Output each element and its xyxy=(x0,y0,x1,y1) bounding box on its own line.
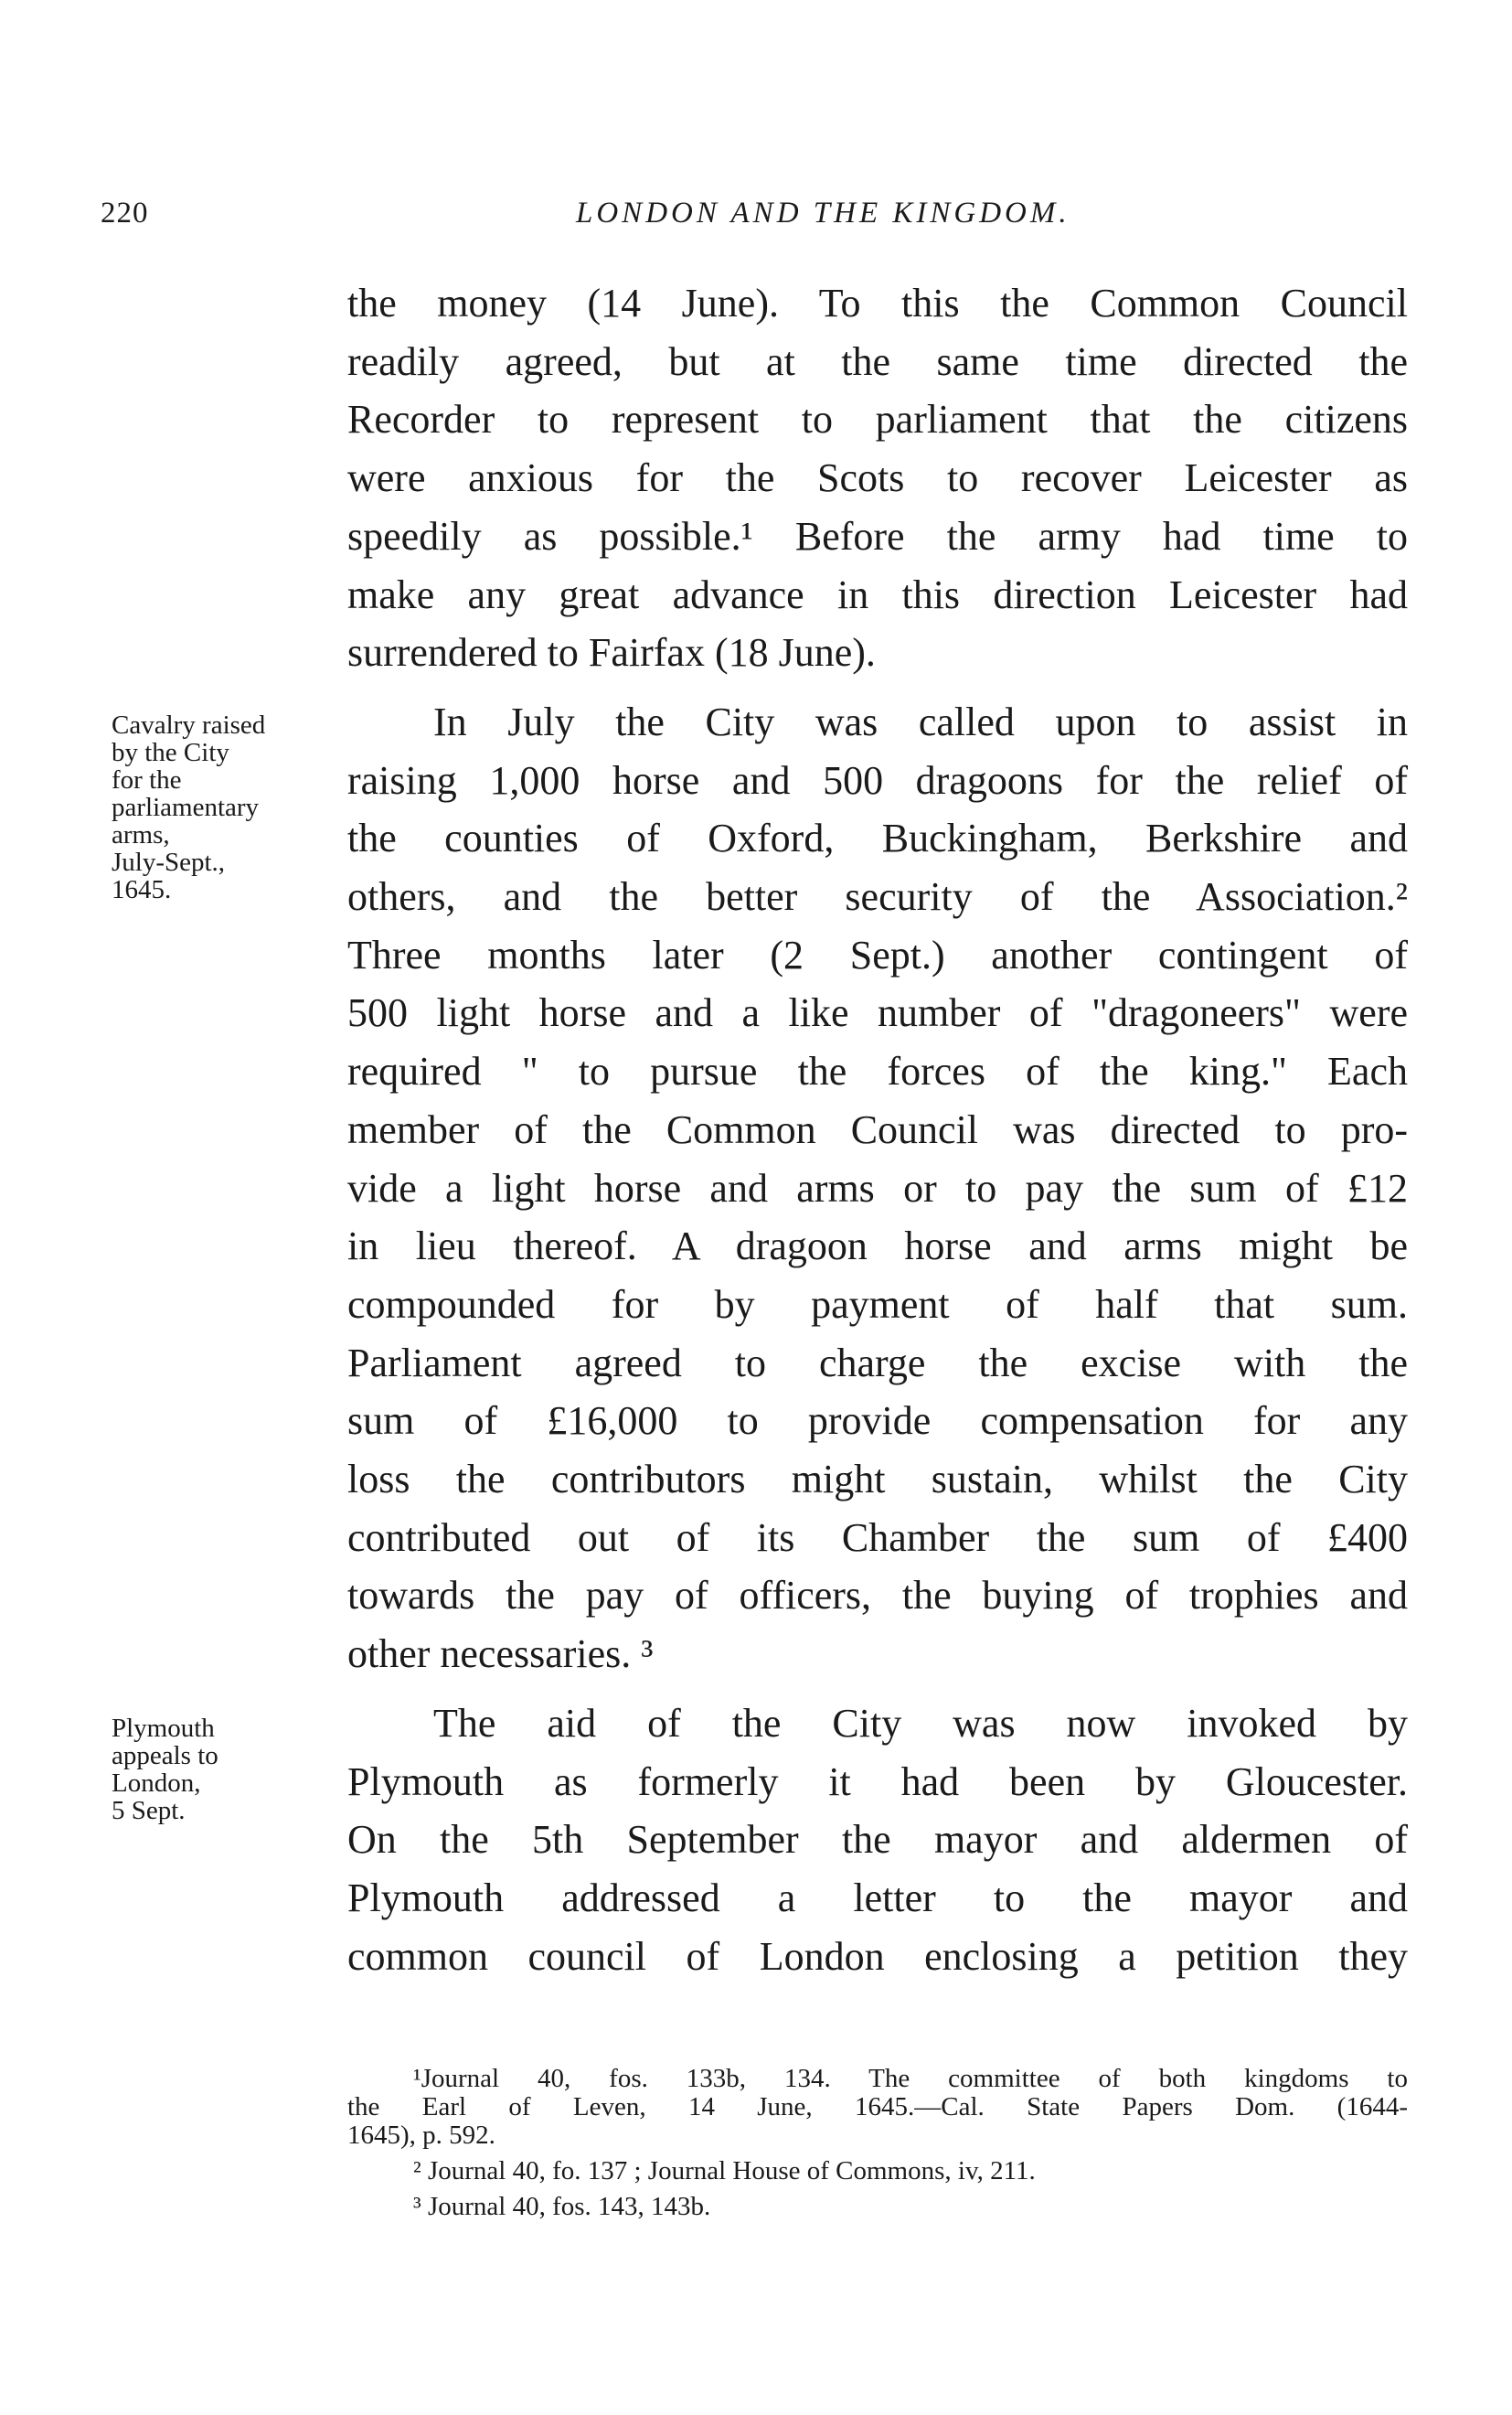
margin-note-line: by the City xyxy=(112,738,229,767)
footnote-line: ¹Journal 40, fos. 133b, 134. The committee of both kingdoms to xyxy=(413,2064,1408,2093)
running-title: LONDON AND THE KINGDOM. xyxy=(576,197,1070,230)
text-line: loss the contributors might sustain, whilst the City xyxy=(347,1457,1408,1502)
paragraph-2 xyxy=(347,693,1408,1683)
text-line: 500 light horse and a like number of "dragoneers" were xyxy=(347,990,1408,1036)
footnote-3: ³ Journal 40, fos. 143, 143b. xyxy=(413,2192,711,2221)
margin-note-line: 1645. xyxy=(112,875,172,904)
text-line: the money (14 June). To this the Common Council xyxy=(347,281,1408,326)
text-line: make any great advance in this direction Leicester had xyxy=(347,572,1408,617)
text-line: Plymouth as formerly it had been by Gloucester. xyxy=(347,1758,1408,1804)
margin-note-line: July-Sept., xyxy=(112,848,226,877)
footnote-line: 1645), p. 592. xyxy=(347,2121,495,2150)
margin-note-line: Plymouth xyxy=(112,1714,215,1743)
text-line: The aid of the City was now invoked by xyxy=(433,1700,1408,1746)
main-text xyxy=(347,274,1408,1985)
text-line: member of the Common Council was directed to pro- xyxy=(347,1106,1408,1152)
text-line: common council of London enclosing a petition they xyxy=(347,1933,1408,1979)
text-line: other necessaries. ³ xyxy=(347,1631,654,1677)
margin-note-line: 5 Sept. xyxy=(112,1796,186,1825)
margin-note-plymouth xyxy=(112,1715,340,1824)
text-line: towards the pay of officers, the buying of trophies and xyxy=(347,1573,1408,1619)
footnote-line: the Earl of Leven, 14 June, 1645.—Cal. State Papers Dom. (1644- xyxy=(347,2092,1408,2121)
text-line: others, and the better security of the Association.² xyxy=(347,874,1408,920)
text-line: compounded for by payment of half that sum. xyxy=(347,1281,1408,1327)
margin-note-line: arms, xyxy=(112,820,170,850)
margin-note-line: parliamentary xyxy=(112,793,260,822)
text-line: contributed out of its Chamber the sum of £400 xyxy=(347,1514,1408,1560)
margin-note-line: appeals to xyxy=(112,1741,218,1770)
text-line: in lieu thereof. A dragoon horse and arms might be xyxy=(347,1224,1408,1269)
paragraph-3 xyxy=(347,1694,1408,1986)
text-line: sum of £16,000 to provide compensation for any xyxy=(347,1398,1408,1444)
text-line: Parliament agreed to charge the excise with the xyxy=(347,1340,1408,1385)
text-line: speedily as possible.¹ Before the army had time to xyxy=(347,513,1408,559)
text-line: Recorder to represent to parliament that the citizens xyxy=(347,397,1408,443)
text-line: readily agreed, but at the same time directed the xyxy=(347,338,1408,384)
margin-note-line: for the xyxy=(112,765,182,795)
margin-note-cavalry xyxy=(112,711,340,903)
paragraph-1 xyxy=(347,274,1408,682)
paragraph-gap xyxy=(347,1683,1408,1694)
running-head xyxy=(101,197,1417,242)
margin-note-line: London, xyxy=(112,1769,201,1798)
page-number: 220 xyxy=(101,197,149,230)
footnote-1 xyxy=(347,2065,1408,2150)
footnotes xyxy=(347,2065,1408,2221)
text-line: On the 5th September the mayor and aldermen of xyxy=(347,1817,1408,1863)
text-line: Plymouth addressed a letter to the mayor and xyxy=(347,1875,1408,1920)
text-line: vide a light horse and arms or to pay the sum of £12 xyxy=(347,1165,1408,1211)
text-line: the counties of Oxford, Buckingham, Berkshire and xyxy=(347,816,1408,861)
text-line: raising 1,000 horse and 500 dragoons for the relief of xyxy=(347,757,1408,803)
text-line: required " to pursue the forces of the king." Each xyxy=(347,1049,1408,1095)
paragraph-gap xyxy=(347,682,1408,693)
text-line: Three months later (2 Sept.) another contingent of xyxy=(347,932,1408,978)
footnote-2: ² Journal 40, fo. 137 ; Journal House of Commons, iv, 211. xyxy=(413,2156,1036,2185)
margin-note-line: Cavalry raised xyxy=(112,711,266,740)
text-line: surrendered to Fairfax (18 June). xyxy=(347,630,876,676)
text-line: In July the City was called upon to assist in xyxy=(433,699,1408,744)
text-line: were anxious for the Scots to recover Leicester as xyxy=(347,455,1408,501)
